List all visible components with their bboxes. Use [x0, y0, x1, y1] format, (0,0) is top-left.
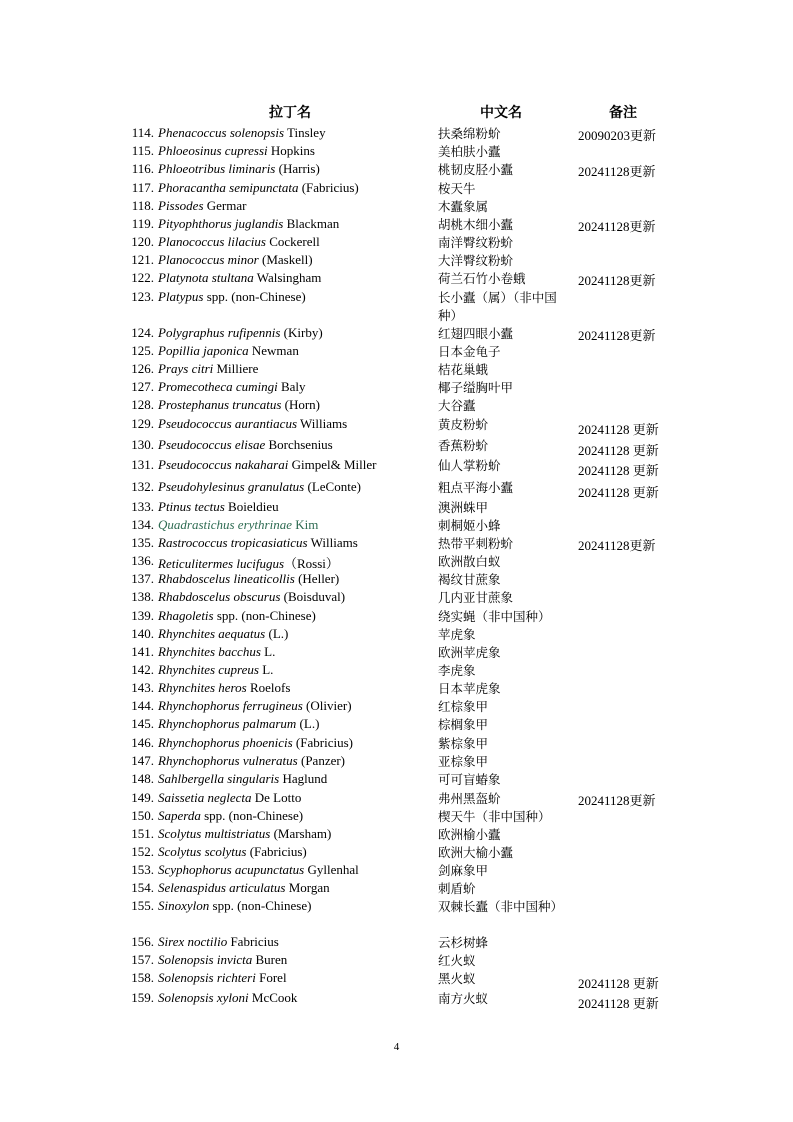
chinese-name: 长小蠹（属）（非中国种） [438, 290, 557, 323]
author-name: spp. (non-Chinese) [203, 289, 306, 304]
latin-name [158, 844, 430, 860]
chinese-name: 褐纹甘蔗象 [438, 572, 501, 587]
author-name: Walsingham [253, 270, 322, 285]
latin-name [158, 234, 430, 250]
author-name: Cockerell [265, 234, 320, 249]
scientific-name: Rhynchites aequatus [158, 626, 266, 641]
row-number: 152. [131, 844, 154, 859]
chinese-name: 刺桐姬小蜂 [438, 518, 501, 533]
author-name: De Lotto [251, 790, 302, 805]
latin-name [158, 379, 430, 395]
row-number: 139. [131, 608, 154, 623]
author-name: (Kirby) [280, 325, 323, 340]
scientific-name: Rhynchites bacchus [158, 644, 261, 659]
chinese-name: 弗州黑盔蚧 [438, 791, 501, 806]
latin-name [158, 952, 430, 968]
latin-name [158, 437, 430, 453]
row-number: 147. [131, 753, 154, 768]
author-name: Baly [277, 379, 306, 394]
row-number: 132. [131, 479, 154, 494]
row-number: 136. [131, 553, 154, 568]
row-number: 128. [131, 397, 154, 412]
chinese-name: 日本苹虎象 [438, 681, 501, 696]
chinese-name: 香蕉粉蚧 [438, 438, 489, 453]
row-number: 154. [131, 880, 154, 895]
latin-name [158, 457, 430, 473]
latin-name [158, 517, 430, 533]
scientific-name: Platypus [158, 289, 204, 304]
row-number: 153. [131, 862, 154, 877]
author-name: (LeConte) [304, 479, 361, 494]
chinese-name: 桔花巢蛾 [438, 362, 489, 377]
scientific-name: Rhagoletis [158, 608, 214, 623]
row-number: 155. [131, 898, 154, 913]
row-number: 156. [131, 934, 154, 949]
remark: 20241128 更新 [578, 463, 659, 478]
row-number: 148. [131, 771, 154, 786]
row-number: 134. [131, 517, 154, 532]
row-number: 145. [131, 716, 154, 731]
row-number: 122. [131, 270, 154, 285]
chinese-name: 日本金龟子 [438, 344, 501, 359]
latin-name [158, 934, 430, 950]
author-name: (Panzer) [297, 753, 346, 768]
author-name: Germar [203, 198, 247, 213]
scientific-name: Polygraphus rufipennis [158, 325, 281, 340]
scientific-name: Popillia japonica [158, 343, 249, 358]
chinese-name: 南洋臀纹粉蚧 [438, 235, 514, 250]
author-name: (Harris) [275, 161, 320, 176]
scientific-name: Scolytus multistriatus [158, 826, 271, 841]
remark: 20241128更新 [578, 273, 656, 288]
chinese-name: 几内亚甘蔗象 [438, 590, 514, 605]
author-name: Haglund [279, 771, 328, 786]
scientific-name: Rhynchophorus palmarum [158, 716, 297, 731]
latin-name [158, 161, 430, 177]
scientific-name: Reticulitermes lucifugus [158, 556, 285, 571]
latin-name [158, 644, 430, 660]
remark: 20241128 更新 [578, 485, 659, 500]
chinese-name: 楔天牛（非中国种） [438, 809, 551, 824]
remark: 20241128更新 [578, 164, 656, 179]
row-number: 114. [131, 125, 154, 140]
author-name: Milliere [213, 361, 259, 376]
latin-name [158, 826, 430, 842]
latin-name [158, 626, 430, 642]
remark: 20241128更新 [578, 538, 656, 553]
latin-name [158, 479, 430, 495]
latin-name [158, 735, 430, 751]
author-name: (Boisduval) [280, 589, 346, 604]
author-name: (L.) [296, 716, 320, 731]
row-number: 140. [131, 626, 154, 641]
row-number: 130. [131, 437, 154, 452]
author-name: Boieldieu [224, 499, 279, 514]
latin-name [158, 790, 430, 806]
chinese-name: 胡桃木细小蠹 [438, 217, 514, 232]
scientific-name: Pityophthorus juglandis [158, 216, 284, 231]
author-name: Tinsley [284, 125, 326, 140]
row-number: 141. [131, 644, 154, 659]
scientific-name: Pseudohylesinus granulatus [158, 479, 305, 494]
row-number: 142. [131, 662, 154, 677]
row-number: 115. [131, 143, 154, 158]
scientific-name: Phloeosinus cupressi [158, 143, 268, 158]
chinese-name: 欧洲苹虎象 [438, 645, 501, 660]
author-name: (Fabricius) [246, 844, 307, 859]
row-number: 144. [131, 698, 154, 713]
author-name: Borchsenius [265, 437, 333, 452]
latin-name [158, 589, 430, 605]
author-name: Morgan [285, 880, 330, 895]
row-number: 151. [131, 826, 154, 841]
scientific-name: Rastrococcus tropicasiaticus [158, 535, 308, 550]
latin-name [158, 125, 430, 141]
latin-name [158, 698, 430, 714]
scientific-name: Sirex noctilio [158, 934, 228, 949]
scientific-name: Phenacoccus solenopsis [158, 125, 285, 140]
chinese-name: 美柏肤小蠹 [438, 144, 501, 159]
latin-name [158, 862, 430, 878]
row-number: 146. [131, 735, 154, 750]
author-name: (Marsham) [270, 826, 332, 841]
row-number: 157. [131, 952, 154, 967]
author-name: (Fabricius) [298, 180, 359, 195]
chinese-name: 亚棕象甲 [438, 754, 489, 769]
latin-name [158, 662, 430, 678]
scientific-name: Scolytus scolytus [158, 844, 247, 859]
scientific-name: Rhynchites heros [158, 680, 247, 695]
latin-name [158, 808, 430, 824]
chinese-name: 云杉树蜂 [438, 935, 489, 950]
chinese-name: 南方火蚁 [438, 991, 489, 1006]
chinese-name: 绕实蝇（非中国种） [438, 609, 551, 624]
author-name: L. [260, 644, 276, 659]
latin-name [158, 289, 430, 305]
scientific-name: Rhynchophorus ferrugineus [158, 698, 303, 713]
page-number: 4 [393, 1041, 400, 1053]
author-name: Hopkins [267, 143, 315, 158]
row-number: 116. [131, 161, 154, 176]
scientific-name: Sahlbergella singularis [158, 771, 280, 786]
latin-name [158, 680, 430, 696]
latin-name [158, 608, 430, 624]
scientific-name: Solenopsis richteri [158, 970, 256, 985]
latin-name [158, 180, 430, 196]
chinese-name: 红火蚁 [438, 953, 476, 968]
chinese-name: 黑火蚁 [438, 971, 476, 986]
chinese-name: 红棕象甲 [438, 699, 489, 714]
author-name: spp. (non-Chinese) [200, 808, 304, 823]
header-latin-name: 拉丁名 [269, 105, 311, 121]
chinese-name: 欧洲散白蚁 [438, 554, 501, 569]
remark: 20241128 更新 [578, 443, 659, 458]
scientific-name: Ptinus tectus [158, 499, 225, 514]
scientific-name: Rhabdoscelus obscurus [158, 589, 281, 604]
author-name: Gyllenhal [304, 862, 359, 877]
author-name: (Fabricius) [292, 735, 353, 750]
scientific-name: Planococcus minor [158, 252, 259, 267]
remark: 20241128更新 [578, 219, 656, 234]
row-number: 126. [131, 361, 154, 376]
latin-name [158, 499, 430, 515]
row-number: 135. [131, 535, 154, 550]
scientific-name: Quadrastichus erythrinae [158, 517, 292, 532]
author-name: Buren [252, 952, 288, 967]
row-number: 131. [131, 457, 154, 472]
latin-name [158, 252, 430, 268]
author-name: (Horn) [281, 397, 321, 412]
chinese-name: 刺盾蚧 [438, 881, 476, 896]
chinese-name: 木蠹象属 [438, 199, 489, 214]
author-name: McCook [248, 990, 298, 1005]
chinese-name: 红翅四眼小蠹 [438, 326, 514, 341]
scientific-name: Scyphophorus acupunctatus [158, 862, 305, 877]
scientific-name: Pissodes [158, 198, 204, 213]
latin-name [158, 198, 430, 214]
remark: 20241128更新 [578, 793, 656, 808]
row-number: 133. [131, 499, 154, 514]
chinese-name: 椰子缢胸叶甲 [438, 380, 514, 395]
chinese-name: 棕榈象甲 [438, 717, 489, 732]
chinese-name: 澳洲蛛甲 [438, 500, 489, 515]
chinese-name: 黄皮粉蚧 [438, 417, 489, 432]
chinese-name: 桃韧皮胫小蠹 [438, 162, 514, 177]
author-name: spp. (non-Chinese) [213, 608, 316, 623]
row-number: 118. [131, 198, 154, 213]
row-number: 124. [131, 325, 154, 340]
chinese-name: 紫棕象甲 [438, 736, 489, 751]
latin-name [158, 416, 430, 432]
scientific-name: Rhynchites cupreus [158, 662, 259, 677]
chinese-name: 欧洲大榆小蠹 [438, 845, 514, 860]
latin-name [158, 143, 430, 159]
author-name: (Olivier) [302, 698, 352, 713]
scientific-name: Prostephanus truncatus [158, 397, 282, 412]
row-number: 119. [131, 216, 154, 231]
chinese-name: 剑麻象甲 [438, 863, 489, 878]
row-number: 149. [131, 790, 154, 805]
chinese-name: 苹虎象 [438, 627, 476, 642]
author-name: (L.) [265, 626, 289, 641]
row-number: 159. [131, 990, 154, 1005]
scientific-name: Rhynchophorus phoenicis [158, 735, 293, 750]
author-name: Kim [291, 517, 319, 532]
chinese-name: 大谷蠹 [438, 398, 476, 413]
scientific-name: Solenopsis xyloni [158, 990, 249, 1005]
chinese-name: 李虎象 [438, 663, 476, 678]
row-number: 137. [131, 571, 154, 586]
row-number: 129. [131, 416, 154, 431]
latin-name [158, 970, 430, 986]
chinese-name: 大洋臀纹粉蚧 [438, 253, 514, 268]
author-name: spp. (non-Chinese) [209, 898, 312, 913]
scientific-name: Rhabdoscelus lineaticollis [158, 571, 295, 586]
chinese-name: 扶桑绵粉蚧 [438, 126, 501, 141]
row-number: 127. [131, 379, 154, 394]
latin-name [158, 553, 430, 572]
latin-name [158, 571, 430, 587]
chinese-name: 仙人掌粉蚧 [438, 458, 501, 473]
scientific-name: Selenaspidus articulatus [158, 880, 286, 895]
row-number: 143. [131, 680, 154, 695]
latin-name [158, 343, 430, 359]
author-name: Blackman [283, 216, 340, 231]
scientific-name: Pseudococcus nakaharai [158, 457, 289, 472]
latin-name [158, 397, 430, 413]
row-number: 138. [131, 589, 154, 604]
latin-name [158, 990, 430, 1006]
latin-name [158, 270, 430, 286]
author-name: (Maskell) [258, 252, 313, 267]
scientific-name: Sinoxylon [158, 898, 210, 913]
row-number: 125. [131, 343, 154, 358]
scientific-name: Prays citri [158, 361, 214, 376]
scientific-name: Saperda [158, 808, 201, 823]
latin-name [158, 771, 430, 787]
author-name: Williams [307, 535, 358, 550]
latin-name [158, 216, 430, 232]
chinese-name: 可可盲蝽象 [438, 772, 501, 787]
scientific-name: Phloeotribus liminaris [158, 161, 276, 176]
latin-name [158, 880, 430, 896]
chinese-name: 热带平刺粉蚧 [438, 536, 514, 551]
author-name: Forel [255, 970, 287, 985]
author-name: Newman [248, 343, 299, 358]
scientific-name: Rhynchophorus vulneratus [158, 753, 298, 768]
remark: 20241128 更新 [578, 996, 659, 1011]
latin-name [158, 325, 430, 341]
remark: 20241128 更新 [578, 976, 659, 991]
latin-name [158, 898, 430, 914]
row-number: 121. [131, 252, 154, 267]
row-number: 150. [131, 808, 154, 823]
scientific-name: Planococcus lilacius [158, 234, 266, 249]
remark: 20241128 更新 [578, 422, 659, 437]
scientific-name: Platynota stultana [158, 270, 254, 285]
chinese-name: 欧洲榆小蠹 [438, 827, 501, 842]
chinese-name: 桉天牛 [438, 181, 476, 196]
header-remarks: 备注 [609, 105, 637, 121]
remark: 20241128更新 [578, 328, 656, 343]
row-number: 123. [131, 289, 154, 304]
scientific-name: Solenopsis invicta [158, 952, 253, 967]
scientific-name: Promecotheca cumingi [158, 379, 278, 394]
scientific-name: Pseudococcus elisae [158, 437, 266, 452]
scientific-name: Phoracantha semipunctata [158, 180, 299, 195]
latin-name [158, 753, 430, 769]
chinese-name: 荷兰石竹小卷蛾 [438, 271, 526, 286]
row-number: 120. [131, 234, 154, 249]
author-name: Fabricius [227, 934, 279, 949]
header-chinese-name: 中文名 [480, 105, 522, 121]
row-number: 158. [131, 970, 154, 985]
author-name: (Heller) [294, 571, 340, 586]
row-number: 117. [131, 180, 154, 195]
chinese-name: 双棘长蠹（非中国种） [438, 899, 564, 914]
author-name: （Rossi） [284, 556, 339, 571]
scientific-name: Saissetia neglecta [158, 790, 252, 805]
latin-name [158, 716, 430, 732]
chinese-name: 粗点平海小蠹 [438, 480, 514, 495]
author-name: L. [258, 662, 274, 677]
author-name: Roelofs [246, 680, 291, 695]
author-name: Gimpel& Miller [288, 457, 377, 472]
remark: 20090203更新 [578, 128, 657, 143]
scientific-name: Pseudococcus aurantiacus [158, 416, 298, 431]
latin-name [158, 535, 430, 551]
author-name: Williams [297, 416, 348, 431]
latin-name [158, 361, 430, 377]
